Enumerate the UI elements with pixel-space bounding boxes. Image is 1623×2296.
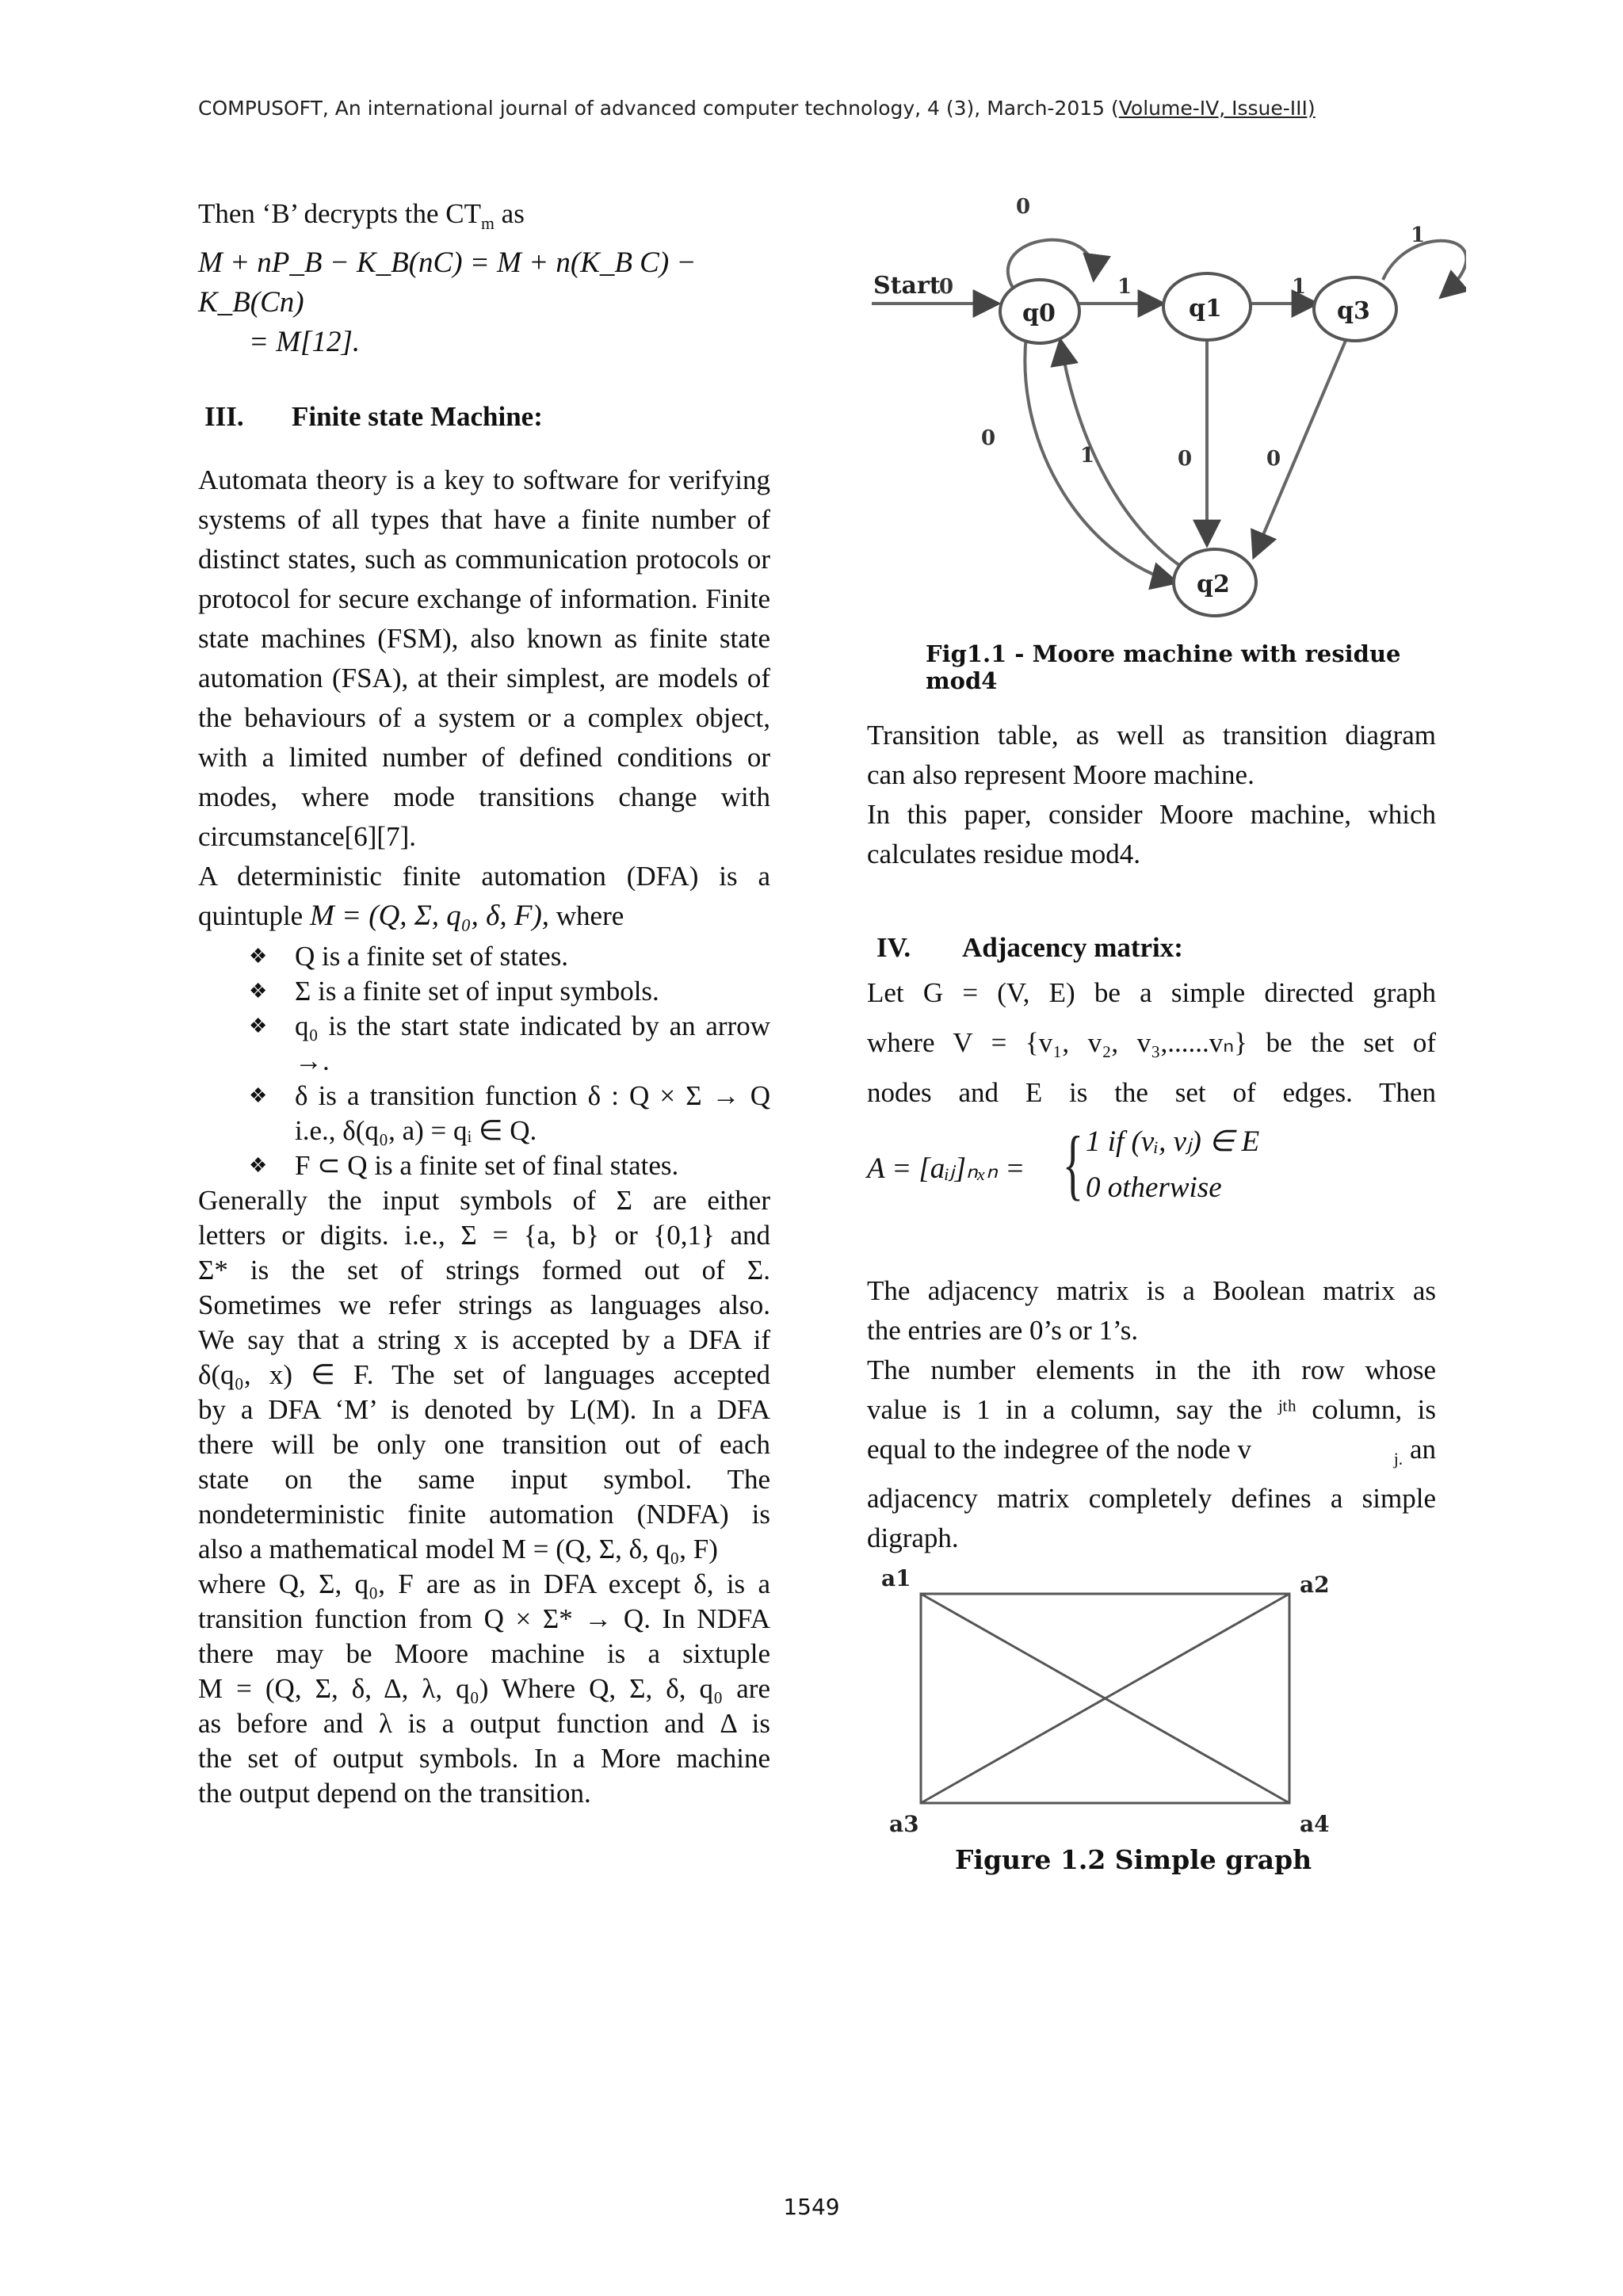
text-line: transition function from Q × Σ* → Q. In NDFA <box>198 1603 770 1634</box>
text-line: The number elements in the ith row whose <box>867 1354 1436 1385</box>
text-line: Let G = (V, E) be a simple directed graph <box>867 977 1436 1008</box>
text-line: Transition table, as well as transition diagram <box>867 720 1436 751</box>
left-column <box>198 194 770 1811</box>
dfa-definition-line2: quintuple M = (Q, Σ, q₀, δ, F), where <box>198 900 624 932</box>
text-line: nondeterministic finite automation (NDFA) is <box>198 1499 770 1530</box>
state-q0-label: q0 <box>1022 300 1056 327</box>
edge-label: 0 <box>1178 447 1193 471</box>
text-line: letters or digits. i.e., Σ = {a, b} or {0,1} and <box>198 1220 770 1251</box>
figure-1-2-caption: Figure 1.2 Simple graph <box>955 1844 1312 1875</box>
right-column <box>867 716 1436 1558</box>
text-line: by a DFA ‘M’ is denoted by L(M). In a DFA <box>198 1394 770 1425</box>
edge-label: 0 <box>1016 195 1031 219</box>
page-number: 1549 <box>783 2194 840 2220</box>
edge-label: 1 <box>1292 275 1307 299</box>
text-line: nodes and E is the set of edges. Then <box>867 1077 1436 1108</box>
decrypt-equation-2: = M[12]. <box>249 326 361 358</box>
fsm-paragraph: Automata theory is a key to software for verifying systems of all types that have a finite number of distinct states, such as communication protocols or protocol for secure exchange of information. Finite state machines (FSM), also known as finite state automation (FSA), at their simplest, are models of the behaviours of a system or a complex object, with a limited number of defined conditions or modes, where mode transitions change with circumstance[6][7]. <box>198 464 770 852</box>
journal-citation: COMPUSOFT, An international journal of advanced computer technology, 4 (3), March-2015 ( <box>198 97 1119 120</box>
adjacency-matrix-definition <box>867 1122 1436 1217</box>
dfa-components-list <box>198 939 770 1183</box>
text-line: calculates residue mod4. <box>867 839 1141 869</box>
state-q2-label: q2 <box>1197 571 1230 598</box>
edge-q2-q0 <box>1060 340 1179 565</box>
text-line: δ(q₀, x) ∈ F. The set of languages accepted <box>198 1359 770 1390</box>
node-a1-label: a1 <box>881 1565 911 1591</box>
intro-line: Then ‘B’ decrypts the $CT_m$ as <box>198 198 525 233</box>
adjacency-intro <box>867 968 1436 1117</box>
state-q1-label: q1 <box>1189 295 1222 323</box>
list-item: ❖ Q is a finite set of states. <box>249 941 569 972</box>
text-line: M = (Q, Σ, δ, Δ, λ, q₀) Where Q, Σ, δ, q₀ are <box>198 1673 770 1704</box>
volume-issue-link[interactable]: Volume-IV, Issue-III) <box>1118 97 1316 120</box>
figure-simple-graph <box>872 1565 1331 1898</box>
state-q3-label: q3 <box>1337 297 1370 325</box>
section-4-heading: IV. Adjacency matrix: <box>876 932 1183 963</box>
text-line: where Q, Σ, q₀, F are as in DFA except δ, is a <box>198 1568 770 1599</box>
text-line: The adjacency matrix is a Boolean matrix as <box>867 1275 1436 1306</box>
decrypt-equation-1: M + nP_B − K_B(nC) = M + n(K_B C) − K_B(Cn) <box>198 246 697 319</box>
node-a3-label: a3 <box>889 1811 919 1835</box>
text-line: adjacency matrix completely defines a simple <box>867 1483 1436 1514</box>
list-item: ❖ δ is a transition function δ : Q × Σ → Q i.e., δ(q₀, a) = qᵢ ∈ Q. <box>249 1080 770 1146</box>
edge-label: 1 <box>1080 444 1095 468</box>
matrix-lhs: A = [aᵢⱼ]ₙₓₙ = <box>867 1152 1025 1185</box>
text-line: equal to the indegree of the node v $_{j.}$ an <box>867 1434 1436 1469</box>
edge-label: 1 <box>1117 275 1132 299</box>
edge-label: 0 <box>981 426 996 450</box>
matrix-case-1: 1 if (vᵢ, vⱼ) ∈ E <box>1086 1125 1260 1158</box>
text-line: as before and λ is a output function and Δ is <box>198 1708 770 1739</box>
text-line: value is 1 in a column, say the ʲᵗʰ column, is <box>867 1394 1436 1425</box>
running-header <box>198 97 1434 120</box>
list-item: ❖ Σ is a finite set of input symbols. <box>249 976 659 1007</box>
simple-graph-diagram <box>872 1565 1331 1835</box>
text-line: digraph. <box>867 1522 959 1553</box>
moore-machine-diagram <box>864 186 1466 686</box>
text-line: the entries are 0’s or 1’s. <box>867 1315 1139 1346</box>
text-line: Sometimes we refer strings as languages also. <box>198 1289 770 1320</box>
figure-1-1-caption: Fig1.1 - Moore machine with residue mod4 <box>926 640 1401 694</box>
text-line: Generally the input symbols of Σ are either <box>198 1185 770 1216</box>
text-line: there will be only one transition out of each <box>198 1429 770 1460</box>
edge-label: 0 <box>1266 447 1281 471</box>
text-line: In this paper, consider Moore machine, which <box>867 799 1436 830</box>
text-line: there may be Moore machine is a sixtuple <box>198 1638 770 1669</box>
adjacency-paragraph <box>867 1271 1436 1558</box>
node-a2-label: a2 <box>1300 1572 1330 1598</box>
node-a4-label: a4 <box>1300 1811 1330 1835</box>
figure-moore-machine <box>864 186 1466 694</box>
text-line: We say that a string x is accepted by a DFA if <box>198 1324 770 1355</box>
list-item: ❖ F ⊂ Q is a finite set of final states. <box>249 1150 679 1181</box>
list-item: ❖ q₀ is the start state indicated by an arrow →. <box>249 1010 770 1076</box>
ndfa-paragraph <box>198 1183 770 1811</box>
text-line: the output depend on the transition. <box>198 1778 591 1809</box>
dfa-definition-line1: A deterministic finite automation (DFA) is a <box>198 861 770 892</box>
text-line: also a mathematical model M = (Q, Σ, δ, q₀, F) <box>198 1534 718 1564</box>
matrix-case-2: 0 otherwise <box>1086 1171 1222 1204</box>
text-line: Σ* is the set of strings formed out of Σ. <box>198 1255 770 1286</box>
start-label: Start <box>873 272 941 300</box>
text-line: state on the same input symbol. The <box>198 1464 770 1495</box>
text-line: where V = {v₁, v₂, v₃,......vₙ} be the set of <box>867 1027 1436 1058</box>
section-3-heading: III. Finite state Machine: <box>204 401 543 432</box>
edge-q3-self-loop <box>1383 241 1466 297</box>
text-line: the set of output symbols. In a More machine <box>198 1743 770 1774</box>
text-line: can also represent Moore machine. <box>867 759 1254 790</box>
edge-label: 0 <box>939 275 954 299</box>
brace-symbol: { <box>1062 1120 1084 1208</box>
edge-label: 1 <box>1411 223 1426 247</box>
